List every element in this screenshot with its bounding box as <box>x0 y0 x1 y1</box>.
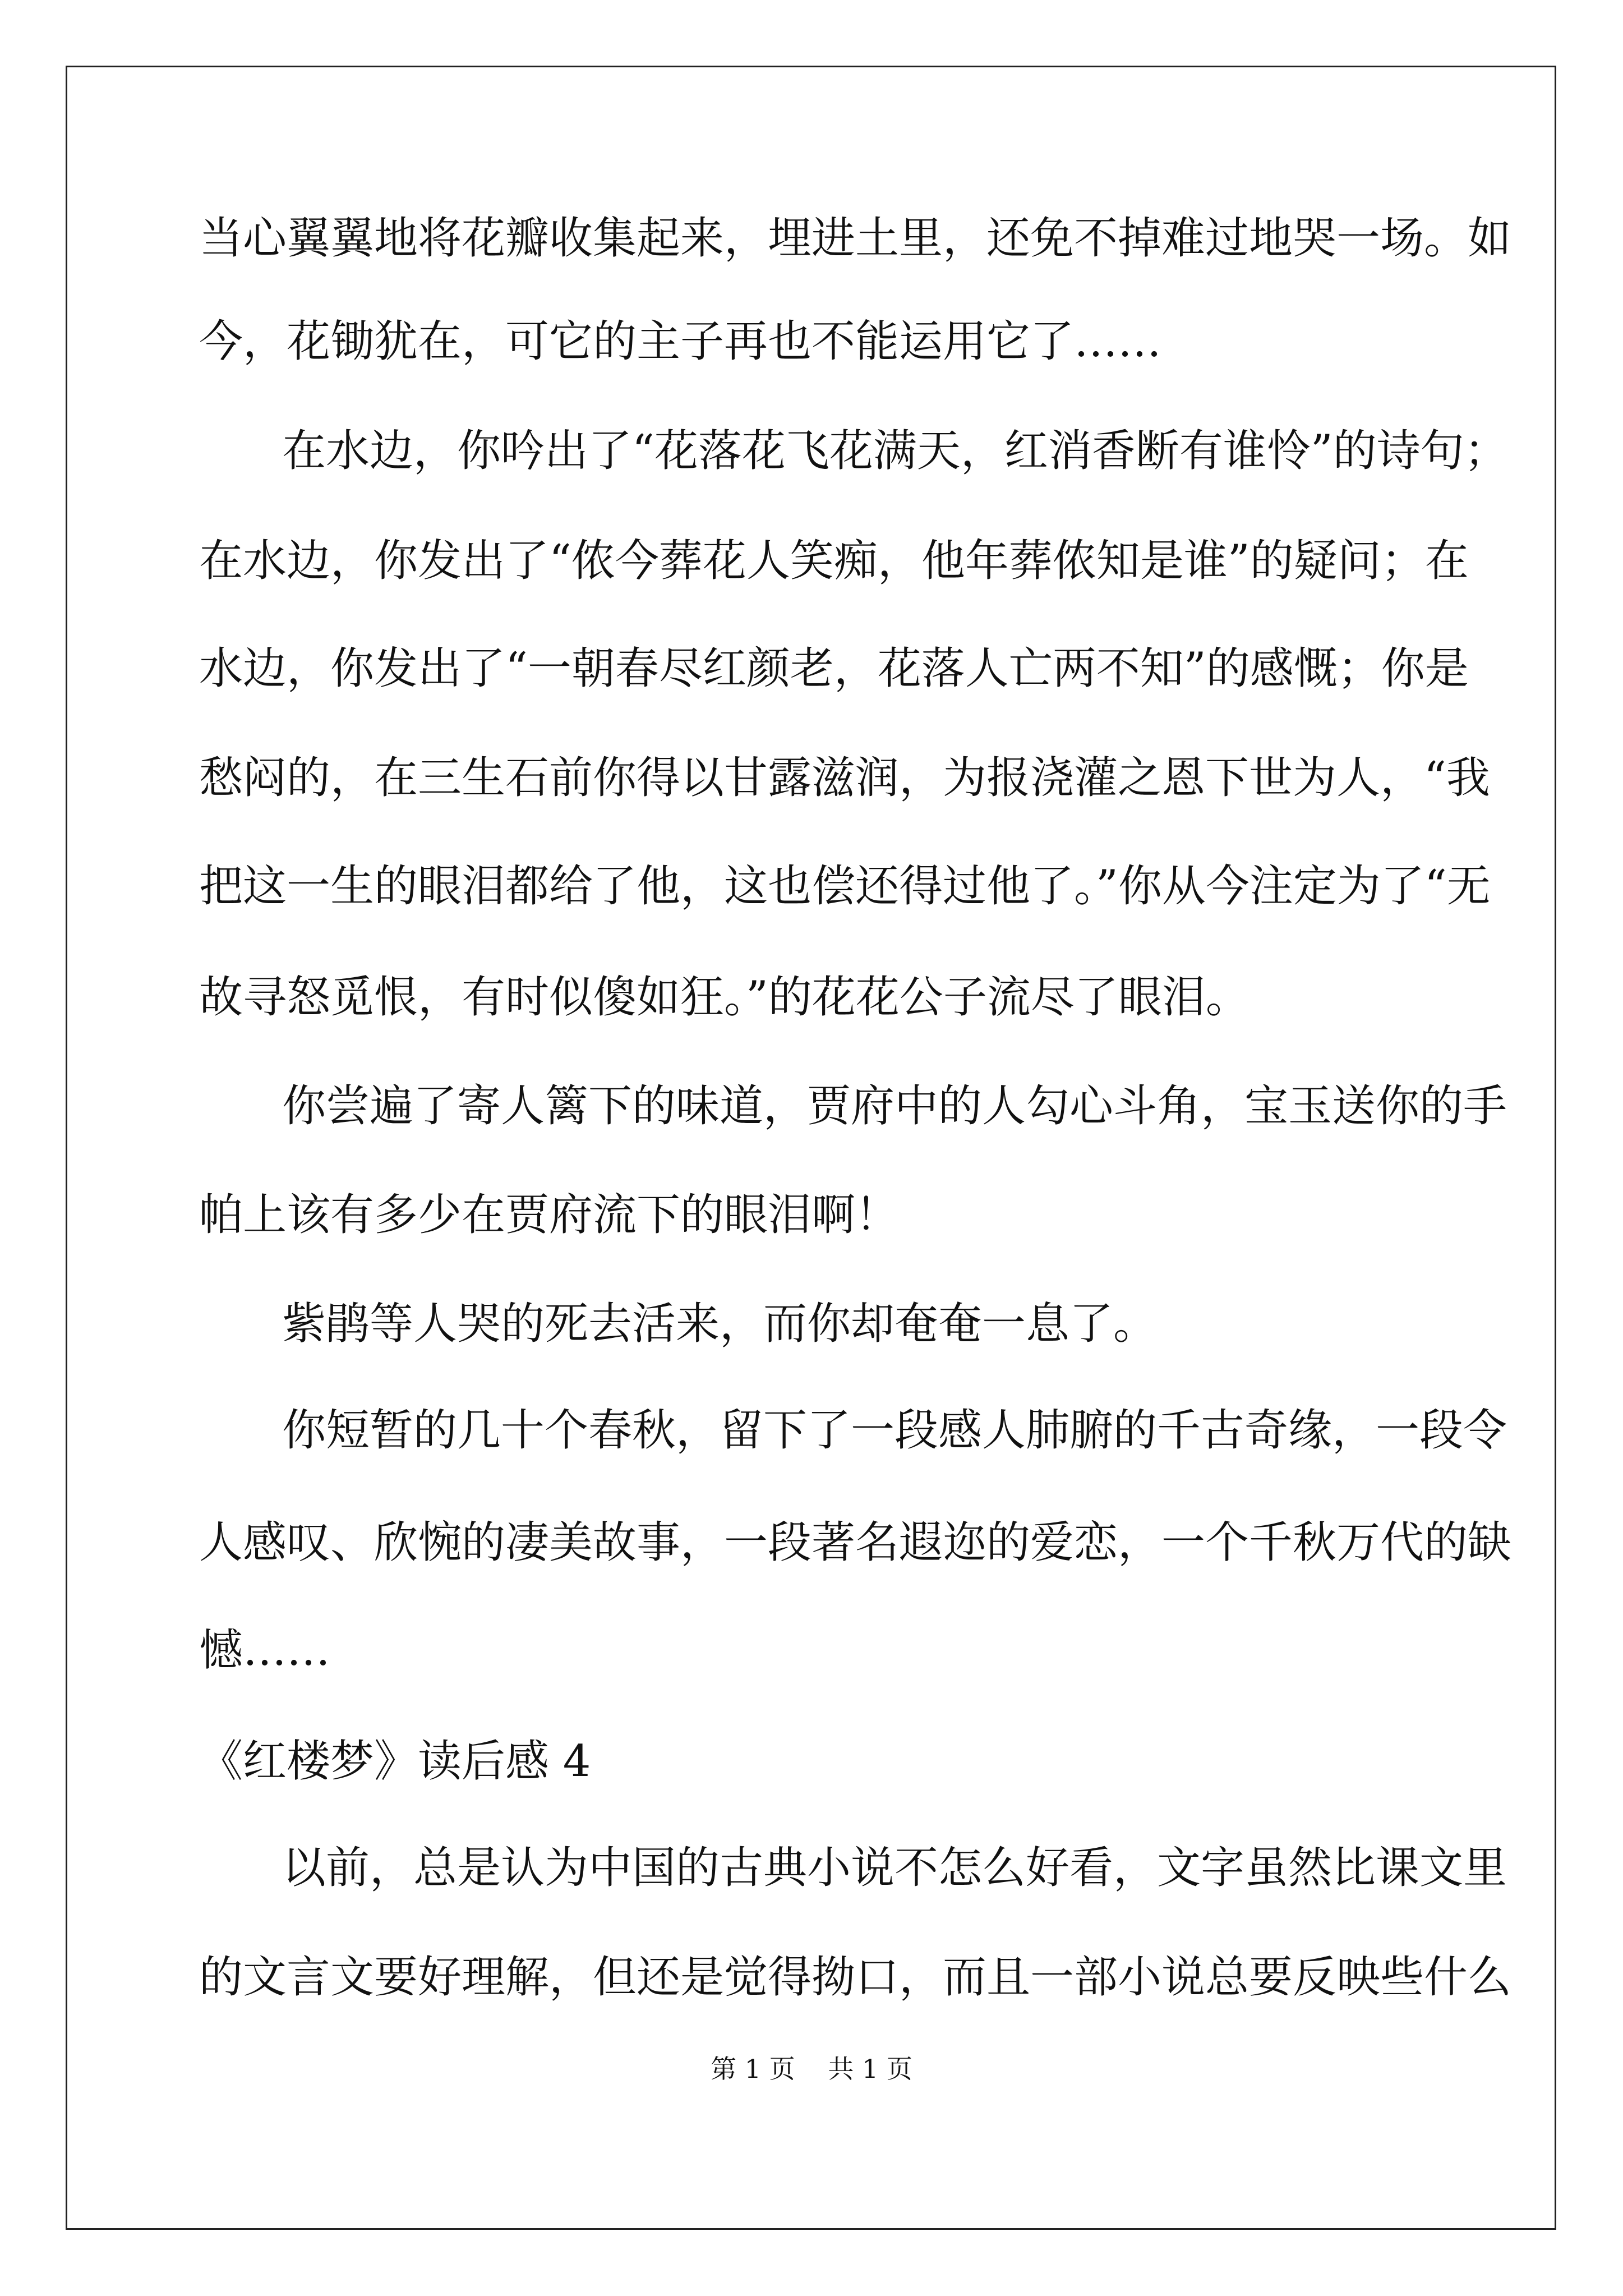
text-line: 人感叹、欣惋的凄美故事，一段著名遐迩的爱恋，一个千秋万代的缺 <box>199 1517 1512 1568</box>
page-total: 共 1 页 <box>828 2054 912 2084</box>
text-line: 把这一生的眼泪都给了他，这也偿还得过他了。”你从今注定为了“无 <box>199 861 1491 912</box>
text-line: 以前，总是认为中国的古典小说不怎么好看，文字虽然比课文里 <box>282 1843 1507 1893</box>
text-line: 憾…… <box>199 1625 331 1676</box>
text-line: 的文言文要好理解，但还是觉得拗口，而且一部小说总要反映些什么 <box>199 1952 1512 2003</box>
text-line: 愁闷的，在三生石前你得以甘露滋润，为报浇灌之恩下世为人，“我 <box>199 753 1490 803</box>
text-line: 水边，你发出了“一朝春尽红颜老，花落人亡两不知”的感慨；你是 <box>199 643 1469 694</box>
text-line: 在水边，你吟出了“花落花飞花满天，红消香断有谁怜”的诗句； <box>282 426 1508 476</box>
text-line: 你短暂的几十个春秋，留下了一段感人肺腑的千古奇缘，一段令 <box>282 1405 1507 1456</box>
text-line: 故寻怒觅恨，有时似傻如狂。”的花花公子流尽了眼泪。 <box>199 972 1249 1023</box>
text-line: 紫鹃等人哭的死去活来，而你却奄奄一息了。 <box>282 1299 1158 1349</box>
page-number: 第 1 页 <box>711 2054 795 2084</box>
text-line: 今，花锄犹在，可它的主子再也不能运用它了…… <box>199 316 1162 367</box>
page-footer <box>0 2052 1623 2086</box>
text-line: 当心翼翼地将花瓣收集起来，埋进土里，还免不掉难过地哭一场。如 <box>199 213 1512 264</box>
section-heading: 《红楼梦》读后感 4 <box>199 1736 591 1787</box>
text-line: 在水边，你发出了“侬今葬花人笑痴，他年葬侬知是谁”的疑问；在 <box>199 536 1469 586</box>
text-line: 你尝遍了寄人篱下的味道，贾府中的人勾心斗角，宝玉送你的手 <box>282 1081 1507 1131</box>
text-line: 帕上该有多少在贾府流下的眼泪啊！ <box>199 1190 900 1240</box>
page-border <box>66 66 1556 2230</box>
